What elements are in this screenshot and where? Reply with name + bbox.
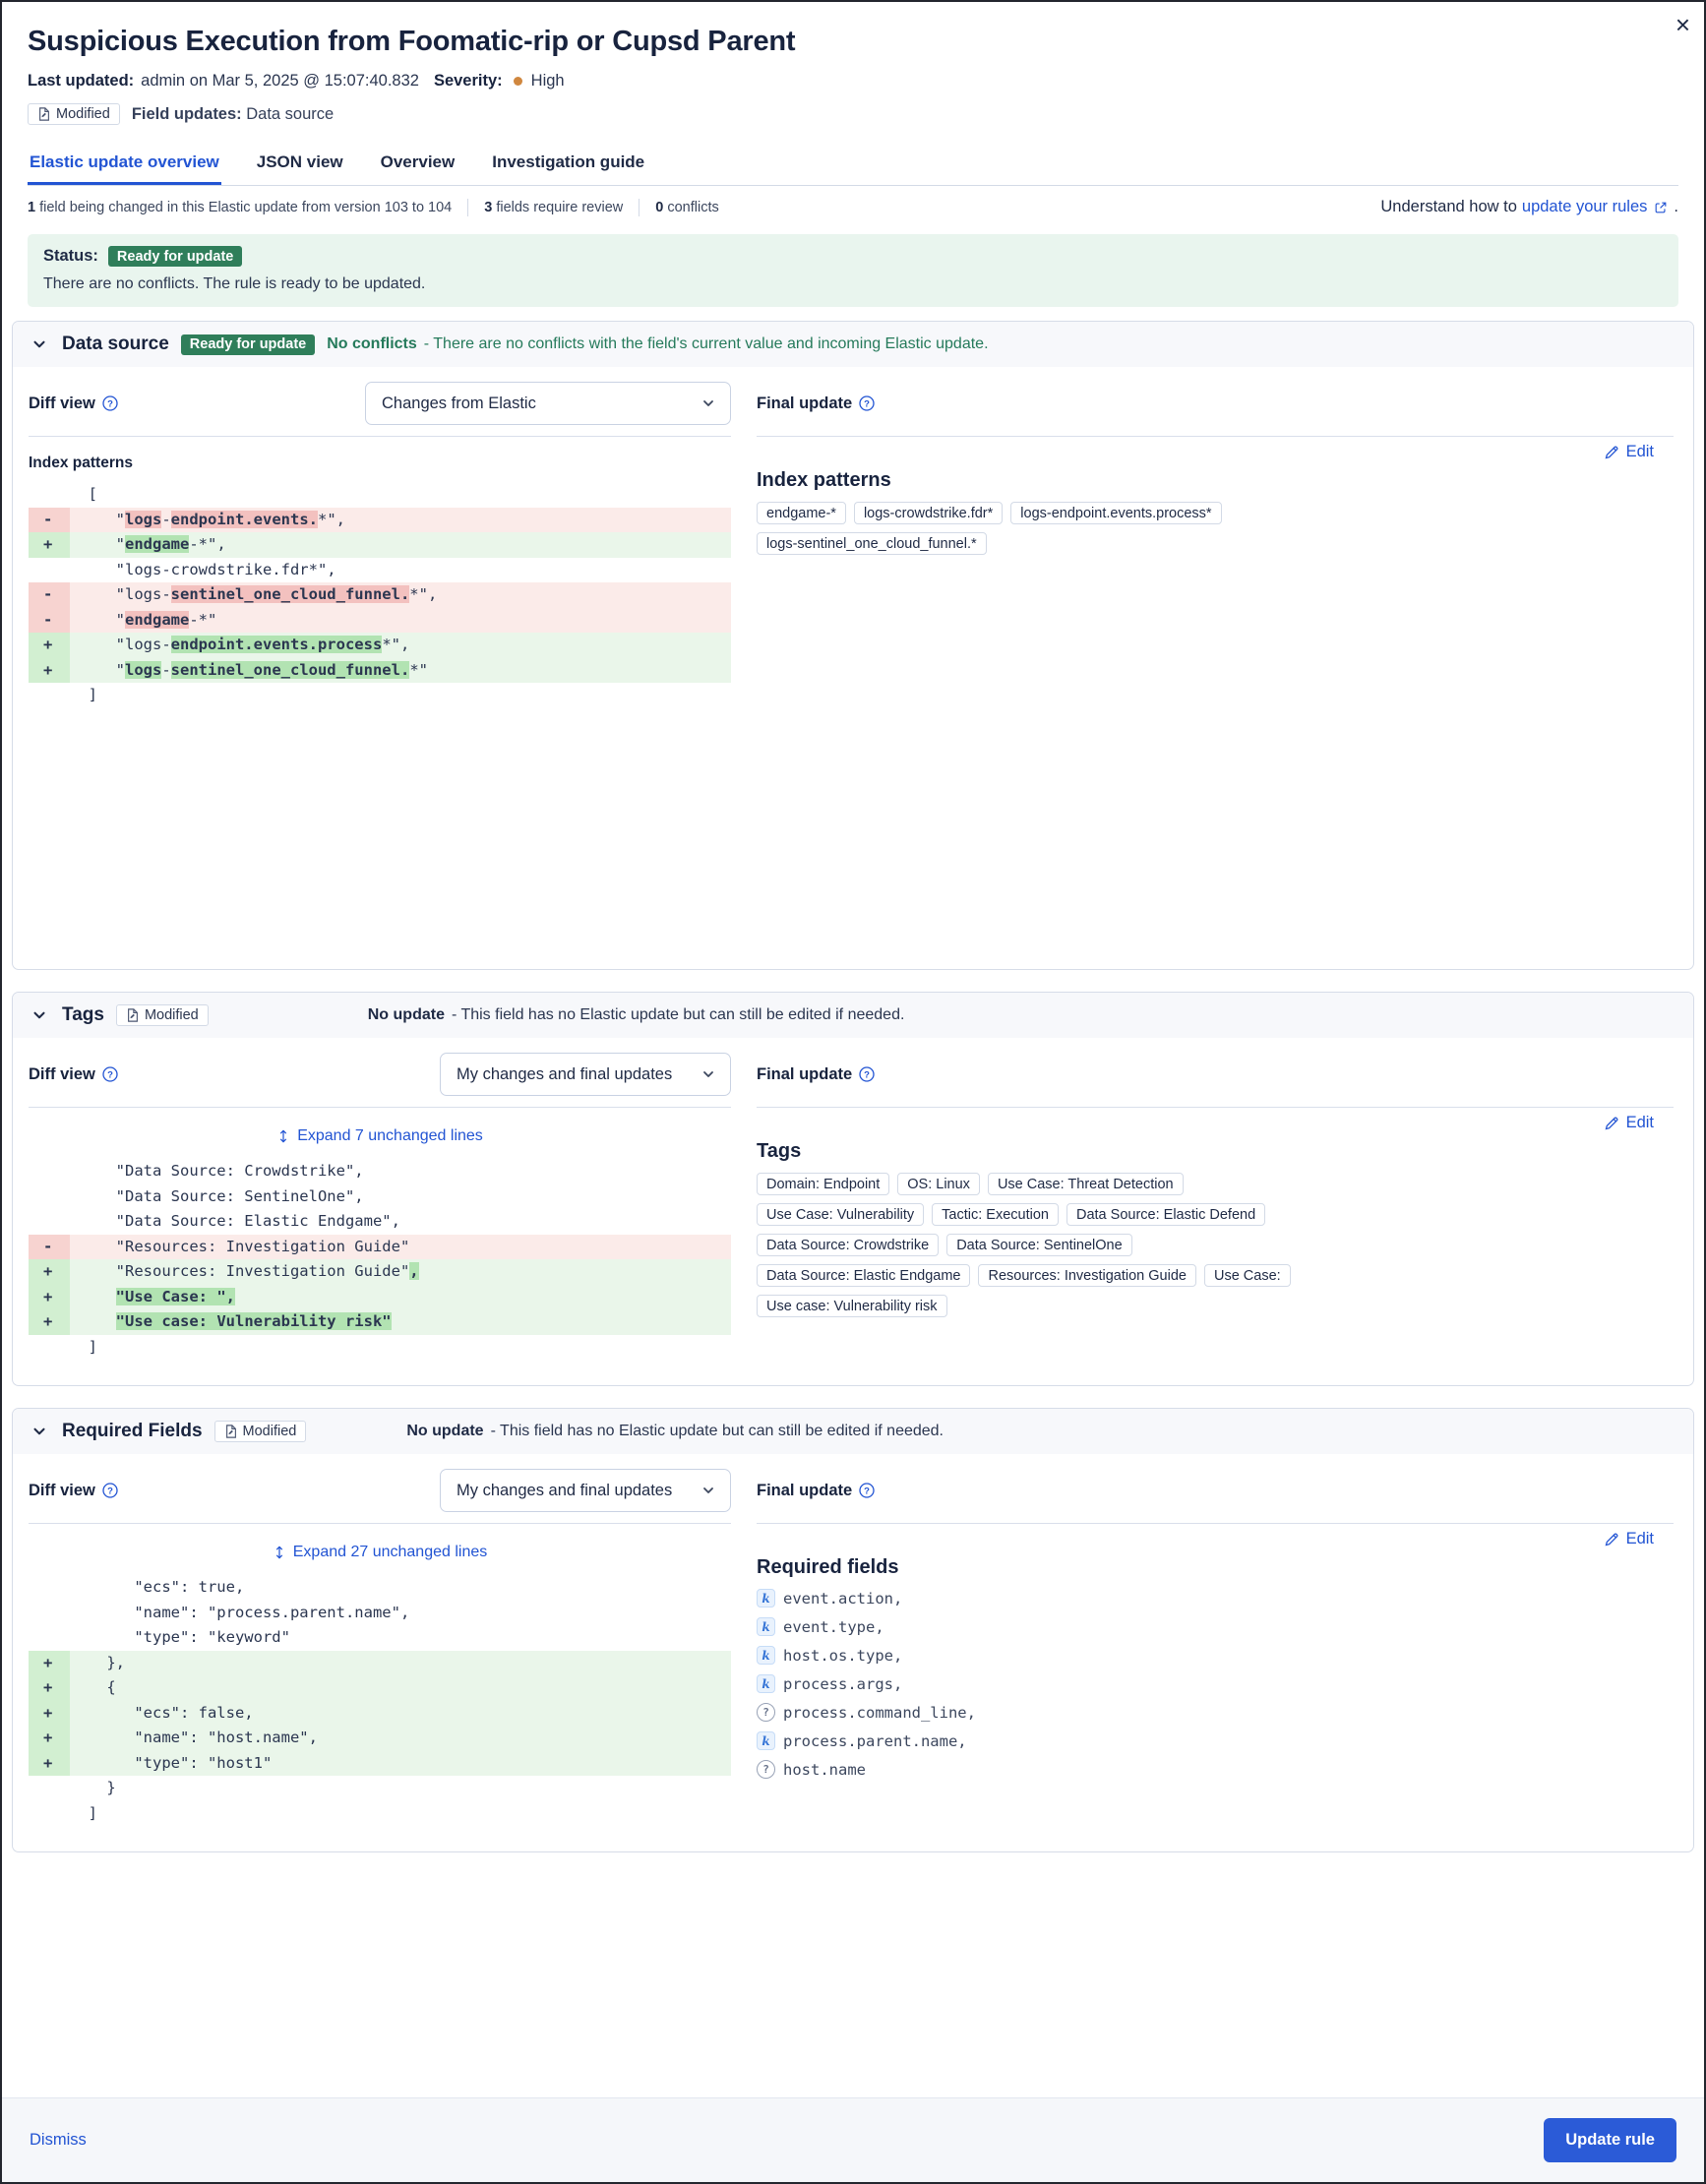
expand-vertical-icon (276, 1129, 290, 1143)
document-edit-icon (37, 107, 51, 121)
required-field-item (757, 1589, 1674, 1608)
help-icon[interactable] (859, 1066, 875, 1082)
diff-code: "endgame-*" (70, 610, 217, 629)
status-label: Status: (43, 247, 98, 265)
svg-text:?: ? (864, 1486, 871, 1497)
tags-badges (757, 1173, 1332, 1317)
last-updated-label: Last updated: (28, 72, 135, 90)
svg-text:?: ? (106, 398, 113, 410)
diff-code: "ecs": false, (70, 1703, 254, 1722)
diff-gutter (29, 1776, 70, 1801)
value-badge: Data Source: Elastic Endgame (757, 1264, 970, 1287)
diff-gutter (29, 1575, 70, 1601)
diff-gutter (29, 558, 70, 583)
chevron-down-icon (701, 1066, 716, 1082)
diff-view-select[interactable] (440, 1469, 731, 1512)
diff-code: [ (70, 485, 97, 503)
diff-gutter: + (29, 532, 70, 558)
required-field-item (757, 1731, 1674, 1750)
value-badge: logs-crowdstrike.fdr* (854, 502, 1003, 524)
diff-code: "logs-endpoint.events.process*", (70, 636, 410, 653)
diff-code: }, (70, 1653, 125, 1671)
diff-code: ] (70, 1803, 97, 1822)
diff-gutter: + (29, 1701, 70, 1727)
diff-code: "name": "process.parent.name", (70, 1603, 410, 1621)
help-icon[interactable] (859, 395, 875, 411)
pencil-icon (1604, 1116, 1619, 1131)
status-text: - This field has no Elastic update but can still be edited if needed. (451, 1006, 905, 1023)
count-value: 1 (28, 199, 36, 215)
diff-line-added (29, 532, 731, 558)
diff-code: "logs-sentinel_one_cloud_funnel.*" (70, 660, 428, 679)
svg-text:?: ? (864, 398, 871, 410)
diff-gutter (29, 683, 70, 708)
diff-line-added (29, 633, 731, 658)
required-fields-list (757, 1589, 1674, 1779)
diff-code: "Data Source: Crowdstrike", (70, 1162, 364, 1180)
diff-code: "type": "host1" (70, 1753, 273, 1772)
update-summary-bar (28, 186, 1678, 228)
diff-code: "type": "keyword" (70, 1628, 290, 1646)
count-value: 0 (655, 199, 664, 215)
diff-code: "Data Source: Elastic Endgame", (70, 1212, 400, 1230)
modified-badge-label: Modified (56, 106, 110, 122)
meta-row (28, 72, 1678, 91)
diff-code: "Resources: Investigation Guide" (70, 1237, 410, 1255)
final-field-heading: Tags (757, 1140, 802, 1162)
diff-line-removed (29, 508, 731, 533)
diff-code: "logs-sentinel_one_cloud_funnel.*", (70, 585, 438, 603)
diff-gutter: + (29, 633, 70, 658)
final-field-heading: Index patterns (757, 469, 891, 491)
help-icon[interactable] (859, 1483, 875, 1498)
svg-text:?: ? (106, 1069, 113, 1081)
diff-line (29, 1801, 731, 1827)
section-title: Required Fields (62, 1421, 203, 1441)
diff-line-added (29, 1651, 731, 1676)
diff-block (29, 1159, 731, 1360)
diff-line (29, 683, 731, 708)
diff-view-label: Diff view ? (29, 394, 118, 413)
diff-block (29, 1575, 731, 1826)
keyword-type-icon: k (757, 1731, 775, 1750)
diff-line-added (29, 658, 731, 684)
last-updated-value: admin on Mar 5, 2025 @ 15:07:40.832 (141, 72, 419, 90)
diff-field-heading: Index patterns (29, 455, 133, 471)
modified-badge: Modified (116, 1004, 209, 1026)
diff-code: ] (70, 686, 97, 703)
diff-gutter: - (29, 608, 70, 634)
chevron-down-icon[interactable] (29, 334, 50, 355)
required-field-item (757, 1760, 1674, 1779)
diff-gutter: + (29, 1651, 70, 1676)
chevron-down-icon (701, 395, 716, 411)
value-badge: logs-sentinel_one_cloud_funnel.* (757, 532, 987, 555)
chevron-down-icon (701, 1483, 716, 1498)
diff-line-removed (29, 1235, 731, 1260)
edit-button[interactable]: Edit (1604, 443, 1654, 461)
required-field-item (757, 1674, 1674, 1693)
tab-json-view[interactable]: JSON view (256, 152, 343, 171)
divider (639, 199, 640, 216)
diff-code: "endgame-*", (70, 535, 226, 553)
update-rule-button[interactable]: Update rule (1544, 2118, 1676, 2162)
diff-line (29, 1209, 731, 1235)
diff-gutter: + (29, 1726, 70, 1751)
index-patterns-badges (757, 502, 1288, 555)
value-badge: Resources: Investigation Guide (978, 1264, 1196, 1287)
svg-text:?: ? (864, 1069, 871, 1081)
diff-code: } (70, 1779, 116, 1796)
help-icon[interactable] (102, 1066, 118, 1082)
modified-badge: Modified (214, 1421, 307, 1442)
value-badge: Domain: Endpoint (757, 1173, 889, 1195)
diff-line-removed (29, 582, 731, 608)
external-link-icon (1654, 201, 1668, 214)
flyout-footer (2, 2097, 1704, 2182)
keyword-type-icon: k (757, 1617, 775, 1636)
value-badge: Data Source: SentinelOne (946, 1234, 1131, 1256)
diff-line-added (29, 1751, 731, 1777)
diff-code: "logs-endpoint.events.*", (70, 510, 345, 528)
field-name: event.action, (783, 1589, 903, 1608)
diff-gutter: + (29, 1675, 70, 1701)
diff-code: "Resources: Investigation Guide", (70, 1262, 419, 1280)
section-title: Tags (62, 1004, 104, 1025)
expand-unchanged-lines-link[interactable]: Expand 7 unchanged lines (29, 1127, 731, 1145)
diff-line-added (29, 1701, 731, 1727)
diff-gutter: - (29, 1235, 70, 1260)
diff-gutter (29, 1625, 70, 1651)
diff-gutter (29, 482, 70, 508)
status-text: - This field has no Elastic update but can still be edited if needed. (490, 1423, 944, 1439)
update-rules-link[interactable]: update your rules (1521, 198, 1648, 215)
diff-gutter: - (29, 582, 70, 608)
divider (467, 199, 468, 216)
status-text: - There are no conflicts with the field's current value and incoming Elastic update. (423, 335, 989, 352)
diff-gutter (29, 1209, 70, 1235)
status-bold: No update (406, 1423, 484, 1439)
tab-overview[interactable]: Overview (380, 152, 456, 171)
close-icon[interactable]: × (1675, 10, 1690, 39)
required-field-item (757, 1617, 1674, 1636)
status-bold: No conflicts (327, 335, 417, 352)
section-status (368, 1006, 905, 1024)
badge-row (28, 103, 1678, 125)
tab-bar (28, 145, 1678, 186)
final-update-label: Final update ? (757, 1065, 875, 1084)
field-name: host.name (783, 1760, 866, 1779)
diff-view-label: Diff view ? (29, 1065, 118, 1084)
section-required-fields (12, 1408, 1694, 1852)
help-icon[interactable] (102, 395, 118, 411)
diff-code: "ecs": true, (70, 1578, 245, 1596)
modified-badge (28, 103, 120, 125)
diff-code: { (70, 1678, 116, 1696)
diff-view-select[interactable] (440, 1053, 731, 1096)
diff-gutter (29, 1335, 70, 1361)
page-title: Suspicious Execution from Foomatic-rip or Cupsd Parent (28, 26, 796, 57)
status-description: There are no conflicts. The rule is ready to be updated. (43, 275, 426, 292)
diff-gutter: + (29, 1309, 70, 1335)
chevron-down-icon[interactable] (29, 1004, 50, 1026)
field-name: process.args, (783, 1674, 903, 1693)
field-name: host.os.type, (783, 1646, 903, 1665)
keyword-type-icon: k (757, 1674, 775, 1693)
diff-gutter (29, 1601, 70, 1626)
chevron-down-icon[interactable] (29, 1421, 50, 1442)
svg-text:?: ? (106, 1486, 113, 1497)
expand-vertical-icon (273, 1546, 286, 1559)
count-text: field being changed in this Elastic update from version 103 to 104 (39, 199, 453, 215)
section-data-source (12, 321, 1694, 970)
field-updates-value: Data source (246, 104, 335, 123)
unknown-type-icon: ? (757, 1760, 775, 1779)
diff-gutter: + (29, 658, 70, 684)
help-text (1380, 198, 1678, 216)
diff-code: "logs-crowdstrike.fdr*", (70, 560, 336, 578)
value-badge: Use Case: Vulnerability (757, 1203, 924, 1226)
value-badge: endgame-* (757, 502, 846, 524)
document-edit-icon (126, 1008, 140, 1022)
diff-view-select-value: My changes and final updates (457, 1064, 673, 1083)
diff-line-added (29, 1726, 731, 1751)
value-badge: Use case: Vulnerability risk (757, 1295, 947, 1317)
diff-gutter (29, 1159, 70, 1184)
diff-code: ] (70, 1337, 97, 1356)
section-tags (12, 992, 1694, 1386)
dismiss-button[interactable]: Dismiss (30, 2131, 87, 2149)
diff-code: "Data Source: SentinelOne", (70, 1186, 364, 1205)
diff-view-select-value: My changes and final updates (457, 1481, 673, 1499)
help-icon[interactable] (102, 1483, 118, 1498)
ready-for-update-badge: Ready for update (181, 334, 315, 355)
diff-gutter: + (29, 1751, 70, 1777)
required-field-item (757, 1703, 1674, 1722)
diff-line (29, 1776, 731, 1801)
diff-code: "name": "host.name", (70, 1729, 318, 1746)
diff-line (29, 558, 731, 583)
expand-unchanged-lines-link[interactable]: Expand 27 unchanged lines (29, 1544, 731, 1561)
value-badge: logs-endpoint.events.process* (1010, 502, 1221, 524)
diff-gutter (29, 1801, 70, 1827)
pencil-icon (1604, 1532, 1619, 1547)
count-text: conflicts (667, 199, 719, 215)
keyword-type-icon: k (757, 1646, 775, 1665)
diff-line (29, 1159, 731, 1184)
diff-line-added (29, 1259, 731, 1285)
tab-investigation-guide[interactable]: Investigation guide (492, 152, 645, 171)
count-text: fields require review (496, 199, 624, 215)
diff-line-added (29, 1675, 731, 1701)
diff-gutter: - (29, 508, 70, 533)
document-edit-icon (224, 1425, 238, 1438)
diff-view-select[interactable] (365, 382, 731, 425)
edit-button[interactable]: Edit (1604, 1114, 1654, 1132)
value-badge: Use Case: Threat Detection (988, 1173, 1184, 1195)
diff-gutter (29, 1184, 70, 1210)
diff-line (29, 1601, 731, 1626)
section-status (327, 335, 988, 353)
diff-line (29, 1184, 731, 1210)
final-update-label: Final update ? (757, 1482, 875, 1500)
field-name: event.type, (783, 1617, 884, 1636)
diff-line (29, 1335, 731, 1361)
diff-line-added (29, 1309, 731, 1335)
diff-gutter: + (29, 1285, 70, 1310)
keyword-type-icon: k (757, 1589, 775, 1608)
value-badge: Data Source: Elastic Defend (1066, 1203, 1265, 1226)
pencil-icon (1604, 445, 1619, 460)
help-suffix: . (1674, 198, 1678, 215)
status-banner (28, 234, 1678, 307)
diff-line-added (29, 1285, 731, 1310)
field-name: process.parent.name, (783, 1731, 967, 1750)
final-field-heading: Required fields (757, 1556, 899, 1578)
diff-line (29, 1575, 731, 1601)
severity-value: High (530, 72, 565, 90)
edit-button[interactable]: Edit (1604, 1530, 1654, 1548)
diff-view-label: Diff view ? (29, 1482, 118, 1500)
final-update-label: Final update ? (757, 394, 875, 413)
diff-line-removed (29, 608, 731, 634)
count-value: 3 (484, 199, 493, 215)
value-badge: Tactic: Execution (932, 1203, 1059, 1226)
diff-gutter: + (29, 1259, 70, 1285)
severity-dot-icon (514, 77, 522, 86)
diff-line (29, 1625, 731, 1651)
unknown-type-icon: ? (757, 1703, 775, 1722)
required-field-item (757, 1646, 1674, 1665)
section-status (406, 1423, 944, 1440)
diff-code: "Use case: Vulnerability risk" (115, 1312, 392, 1330)
severity-label: Severity: (433, 72, 503, 90)
value-badge: Data Source: Crowdstrike (757, 1234, 939, 1256)
diff-code: "Use Case: ", (115, 1287, 235, 1305)
field-name: process.command_line, (783, 1703, 976, 1722)
tab-elastic-update-overview[interactable]: Elastic update overview (28, 145, 221, 185)
diff-line (29, 482, 731, 508)
value-badge: Use Case: (1204, 1264, 1291, 1287)
help-prefix: Understand how to (1380, 198, 1517, 215)
diff-view-select-value: Changes from Elastic (382, 394, 536, 412)
diff-block (29, 482, 731, 708)
status-bold: No update (367, 1006, 445, 1023)
status-badge: Ready for update (108, 246, 242, 267)
section-title: Data source (62, 334, 169, 354)
field-updates-label: Field updates: (131, 104, 242, 123)
value-badge: OS: Linux (897, 1173, 980, 1195)
